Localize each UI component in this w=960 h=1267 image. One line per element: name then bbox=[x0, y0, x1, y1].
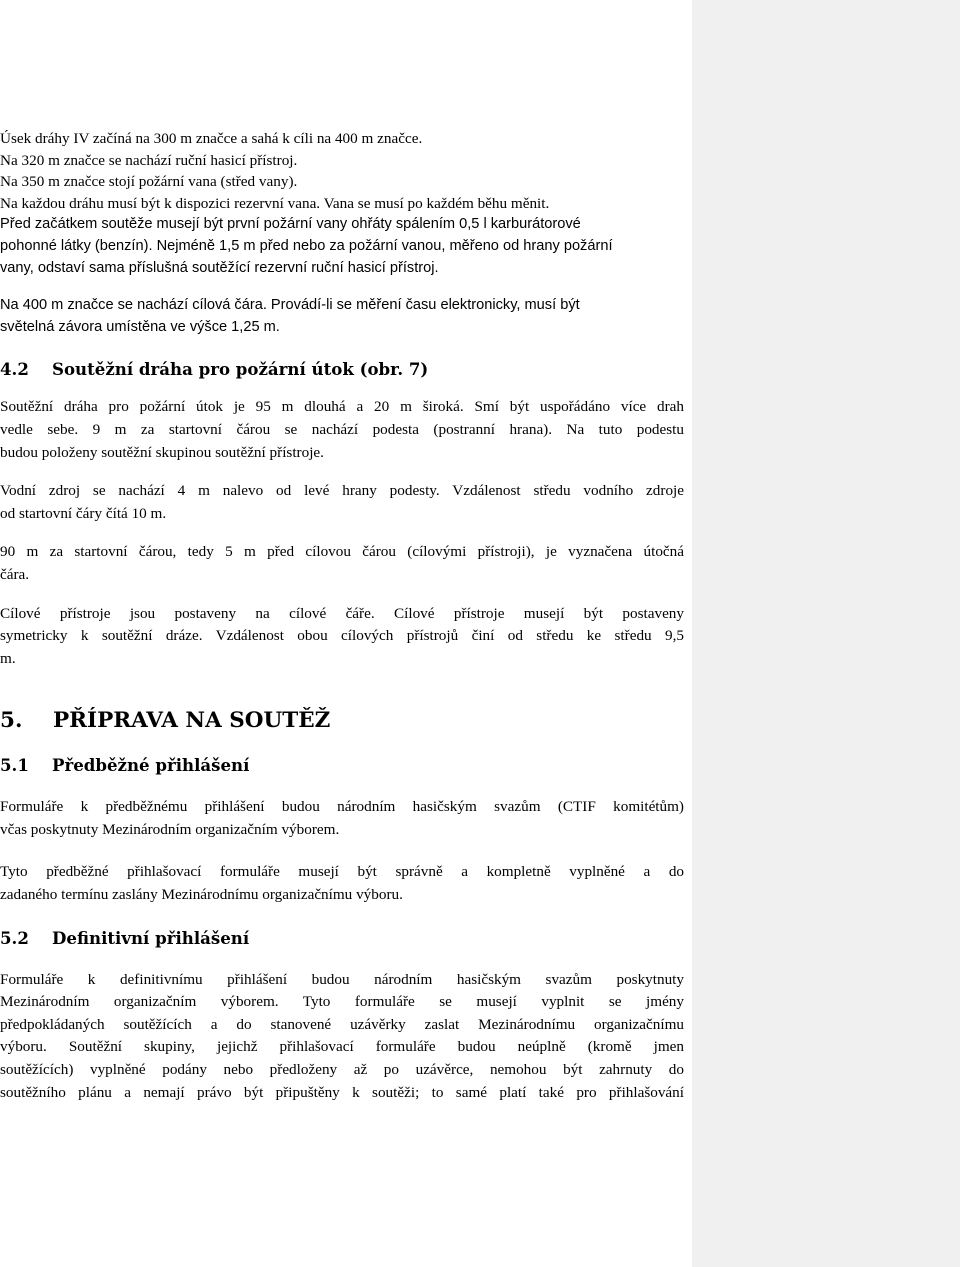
heading-number: 4.2 bbox=[0, 359, 29, 380]
text-line: soutěžního plánu a nemají právo být připuštěny k soutěži; to samé platí také pro přihlašování bbox=[0, 1083, 684, 1101]
paragraph bbox=[0, 969, 684, 1105]
text-line: Cílové přístroje jsou postaveny na cílové čáře. Cílové přístroje musejí být postaveny bbox=[0, 604, 684, 622]
heading-title: Soutěžní dráha pro požární útok (obr. 7) bbox=[52, 359, 429, 380]
heading-number: 5.2 bbox=[0, 927, 29, 948]
text-line: zadaného termínu zaslány Mezinárodnímu organizačnímu výboru. bbox=[0, 886, 403, 904]
paragraph bbox=[0, 796, 684, 841]
text-line: Mezinárodním organizačním výborem. Tyto formuláře se musejí vyplnit se jmény bbox=[0, 993, 684, 1011]
heading-number: 5.1 bbox=[0, 755, 29, 776]
paragraph bbox=[0, 861, 684, 906]
track-section-paragraph bbox=[0, 128, 684, 279]
text-line: předpokládaných soutěžících a do stanovené uzávěrky zaslat Mezinárodnímu organizačnímu bbox=[0, 1015, 684, 1033]
text-line: vany, odstaví sama příslušná soutěžící rezervní ruční hasicí přístroj. bbox=[0, 259, 439, 276]
heading-title: Definitivní přihlášení bbox=[52, 927, 250, 948]
heading-number: 5. bbox=[0, 708, 23, 734]
comment-margin-pane bbox=[692, 0, 960, 1267]
text-line: Na 350 m značce stojí požární vana (střed vany). bbox=[0, 173, 298, 191]
text-line: budou položeny soutěžní skupinou soutěžní přístroje. bbox=[0, 443, 324, 461]
text-line: 90 m za startovní čárou, tedy 5 m před cílovou čárou (cílovými přístroji), je vyznačena útočná bbox=[0, 543, 684, 561]
document-page bbox=[0, 128, 684, 1104]
heading-5-2 bbox=[0, 927, 684, 949]
text-line: Tyto předběžné přihlašovací formuláře musejí být správně a kompletně vyplněné a do bbox=[0, 863, 684, 881]
text-line: Na 400 m značce se nachází cílová čára. Provádí-li se měření času elektronicky, musí být bbox=[0, 297, 580, 314]
text-line: od startovní čáry čítá 10 m. bbox=[0, 504, 167, 522]
text-line: včas poskytnuty Mezinárodním organizačním výborem. bbox=[0, 820, 340, 838]
text-line: Na každou dráhu musí být k dispozici rezervní vana. Vana se musí po každém běhu měnit. bbox=[0, 194, 550, 212]
text-line: soutěžících) vyplněné podány nebo předloženy až po uzávěrce, nemohou být zahrnuty do bbox=[0, 1061, 684, 1079]
paragraph bbox=[0, 541, 684, 586]
heading-5-1 bbox=[0, 754, 684, 776]
text-line: Formuláře k definitivnímu přihlášení budou národním hasičským svazům poskytnuty bbox=[0, 970, 684, 988]
text-line: Úsek dráhy IV začíná na 300 m značce a sahá k cíli na 400 m značce. bbox=[0, 130, 423, 147]
heading-title: Předběžné přihlášení bbox=[52, 755, 250, 776]
text-line: výboru. Soutěžní skupiny, jejichž přihlašovací formuláře budou neúplně (kromě jmen bbox=[0, 1038, 684, 1056]
paragraph bbox=[0, 603, 684, 671]
text-line: čára. bbox=[0, 565, 30, 583]
paragraph bbox=[0, 480, 684, 525]
heading-4-2 bbox=[0, 358, 684, 380]
text-line: Před začátkem soutěže musejí být první požární vany ohřáty spálením 0,5 l karburátorové bbox=[0, 216, 581, 233]
text-line: Na 320 m značce se nachází ruční hasicí přístroj. bbox=[0, 151, 298, 169]
text-line: Soutěžní dráha pro požární útok je 95 m dlouhá a 20 m široká. Smí být uspořádáno více drah bbox=[0, 398, 684, 416]
text-line: světelná závora umístěna ve výšce 1,25 m. bbox=[0, 318, 280, 335]
text-line: m. bbox=[0, 649, 16, 667]
heading-5 bbox=[0, 708, 684, 734]
finish-line-paragraph bbox=[0, 295, 684, 338]
text-line: symetricky k soutěžní dráze. Vzdálenost obou cílových přístrojů činí od středu ke středu 9,5 bbox=[0, 627, 684, 645]
text-line: Vodní zdroj se nachází 4 m nalevo od levé hrany podesty. Vzdálenost středu vodního zdroje bbox=[0, 482, 684, 500]
text-line: Formuláře k předběžnému přihlášení budou národním hasičským svazům (CTIF komitétům) bbox=[0, 798, 684, 816]
text-line: pohonné látky (benzín). Nejméně 1,5 m před nebo za požární vanou, měřeno od hrany požární bbox=[0, 237, 613, 254]
heading-title: PŘÍPRAVA NA SOUTĚŽ bbox=[53, 708, 331, 734]
text-line: vedle sebe. 9 m za startovní čárou se nachází podesta (postranní hrana). Na tuto podestu bbox=[0, 420, 684, 438]
paragraph bbox=[0, 396, 684, 464]
